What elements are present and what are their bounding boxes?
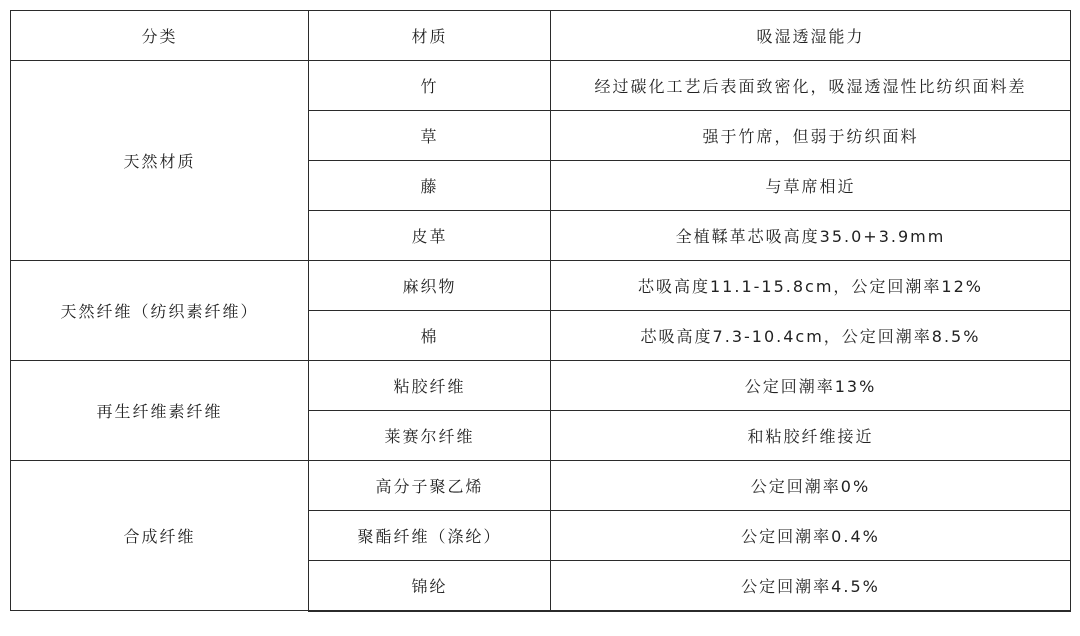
table-header	[11, 11, 1071, 61]
material-table	[10, 10, 1071, 612]
ability-cell: 强于竹席，但弱于纺织面料	[551, 111, 1071, 161]
material-cell: 麻织物	[309, 261, 551, 311]
ability-cell: 公定回潮率0%	[551, 461, 1071, 511]
material-cell: 棉	[309, 311, 551, 361]
material-cell: 高分子聚乙烯	[309, 461, 551, 511]
ability-cell: 全植鞣革芯吸高度35.0+3.9mm	[551, 211, 1071, 261]
header-category: 分类	[11, 11, 309, 61]
header-material: 材质	[309, 11, 551, 61]
ability-cell: 公定回潮率4.5%	[551, 561, 1071, 611]
category-cell: 天然材质	[11, 61, 309, 261]
material-cell: 草	[309, 111, 551, 161]
table-row	[11, 361, 1071, 411]
table-row	[11, 261, 1071, 311]
header-ability: 吸湿透湿能力	[551, 11, 1071, 61]
header-row	[11, 11, 1071, 61]
ability-cell: 和粘胶纤维接近	[551, 411, 1071, 461]
category-cell: 合成纤维	[11, 461, 309, 611]
material-cell: 锦纶	[309, 561, 551, 611]
category-cell: 再生纤维素纤维	[11, 361, 309, 461]
material-cell: 皮革	[309, 211, 551, 261]
material-table-container	[10, 10, 1070, 612]
ability-cell: 公定回潮率13%	[551, 361, 1071, 411]
ability-cell: 公定回潮率0.4%	[551, 511, 1071, 561]
category-cell: 天然纤维（纺织素纤维）	[11, 261, 309, 361]
material-cell: 聚酯纤维（涤纶）	[309, 511, 551, 561]
material-cell: 藤	[309, 161, 551, 211]
material-cell: 莱赛尔纤维	[309, 411, 551, 461]
ability-cell: 与草席相近	[551, 161, 1071, 211]
ability-cell: 芯吸高度11.1-15.8cm，公定回潮率12%	[551, 261, 1071, 311]
ability-cell: 芯吸高度7.3-10.4cm，公定回潮率8.5%	[551, 311, 1071, 361]
material-cell: 粘胶纤维	[309, 361, 551, 411]
table-row	[11, 61, 1071, 111]
material-cell: 竹	[309, 61, 551, 111]
table-row	[11, 461, 1071, 511]
ability-cell: 经过碳化工艺后表面致密化，吸湿透湿性比纺织面料差	[551, 61, 1071, 111]
table-body	[11, 61, 1071, 611]
